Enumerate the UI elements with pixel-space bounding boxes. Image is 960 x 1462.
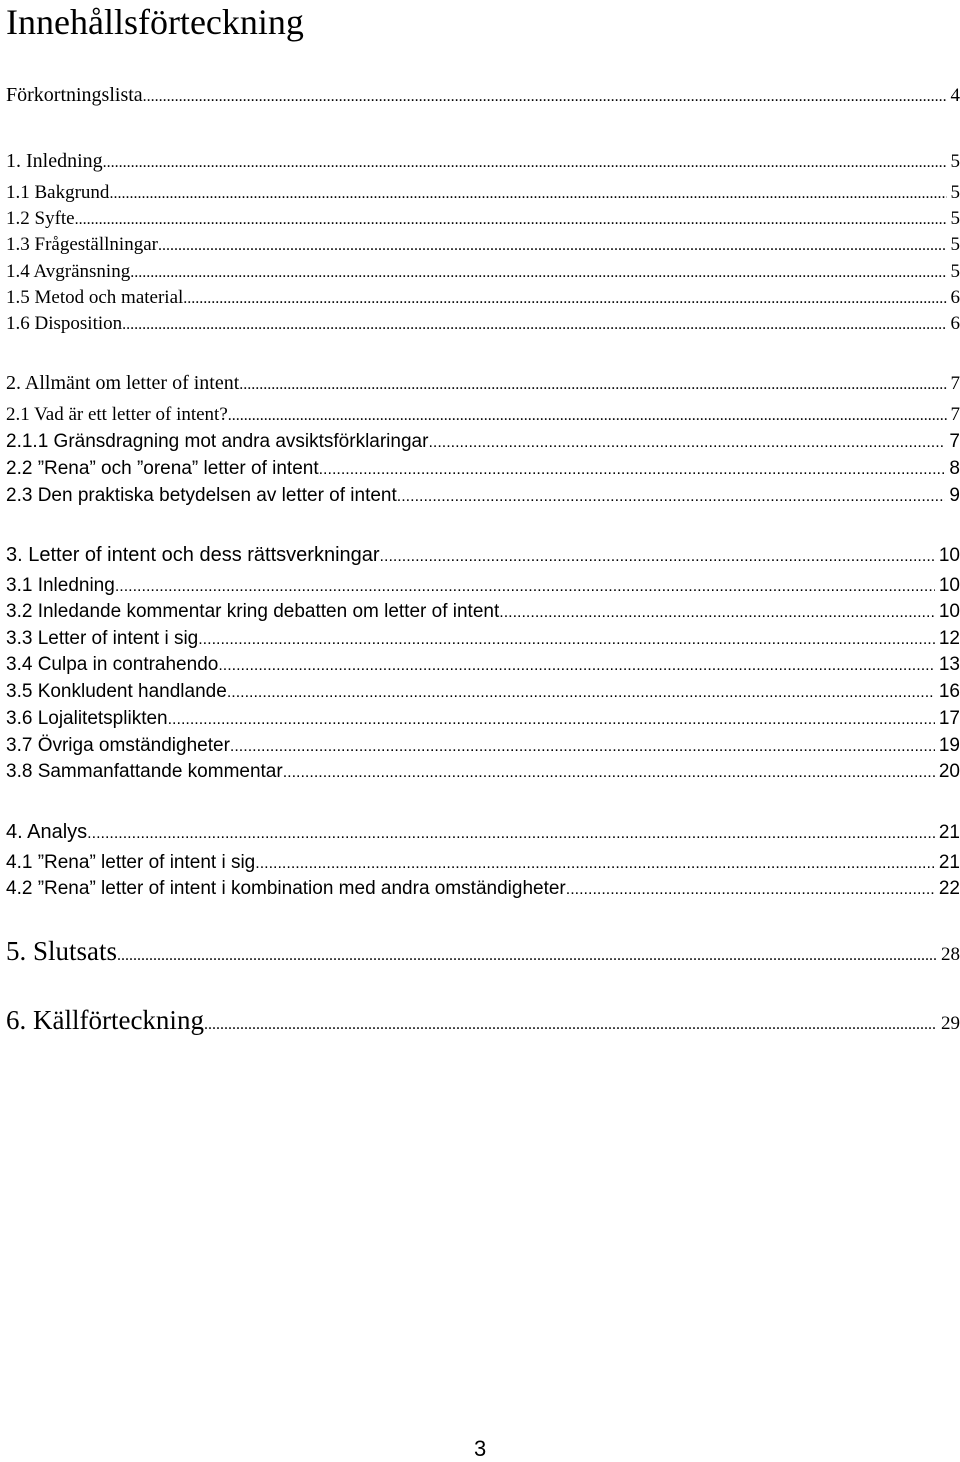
toc-entry-label: 2.3 Den praktiska betydelsen av letter of intent: [6, 485, 397, 506]
toc-entry-3-7[interactable]: [6, 735, 960, 757]
toc-entry-label: 3.6 Lojalitetsplikten: [6, 708, 168, 729]
leader-dots: [115, 578, 935, 596]
toc-entry-2[interactable]: [6, 372, 960, 395]
leader-dots: [319, 461, 946, 479]
toc-entry-3-5[interactable]: [6, 681, 960, 703]
toc-entry-label: 4. Analys: [6, 821, 88, 843]
toc-entry-page: 8: [949, 458, 960, 479]
toc-entry-page: 5: [950, 151, 960, 172]
toc-entry-page: 4: [950, 85, 960, 106]
toc-entry-page: 21: [938, 822, 960, 843]
toc-entry-1[interactable]: [6, 150, 960, 173]
leader-dots: [168, 711, 935, 729]
toc-entry-page: 21: [938, 852, 960, 873]
toc-entry-page: 9: [949, 485, 960, 506]
leader-dots: [198, 631, 935, 649]
toc-entry-label: 5. Slutsats: [6, 936, 118, 966]
toc-entry-label: 2.1.1 Gränsdragning mot andra avsiktsförklaringar: [6, 431, 429, 452]
toc-entry-page: 22: [938, 878, 960, 899]
toc-entry-label: 1.1 Bakgrund: [6, 182, 110, 203]
leader-dots: [380, 548, 935, 566]
toc-entry-label: 1.6 Disposition: [6, 313, 123, 334]
toc-entry-5[interactable]: [6, 936, 960, 967]
toc-entry-label: 4.1 ”Rena” letter of intent i sig: [6, 852, 256, 873]
page-title: Innehållsförteckning: [6, 2, 304, 42]
toc-entry-3-6[interactable]: [6, 708, 960, 730]
leader-dots: [130, 264, 946, 282]
toc-entry-4[interactable]: [6, 821, 960, 844]
toc-entry-page: 7: [950, 404, 960, 425]
toc-entry-page: 17: [938, 708, 960, 729]
toc-entry-page: 12: [938, 628, 960, 649]
toc-entry-label: 3.7 Övriga omständigheter: [6, 735, 230, 756]
toc-entry-3-1[interactable]: [6, 575, 960, 597]
leader-dots: [117, 947, 937, 965]
toc-entry-label: 1.3 Frågeställningar: [6, 234, 158, 255]
leader-dots: [87, 825, 935, 843]
leader-dots: [204, 1016, 937, 1034]
toc-entry-page: 5: [950, 208, 960, 229]
toc-entry-page: 10: [938, 545, 960, 566]
toc-entry-label: 1. Inledning: [6, 150, 103, 172]
toc-entry-1-6[interactable]: [6, 313, 960, 335]
toc-entry-4-1[interactable]: [6, 852, 960, 874]
toc-entry-2-2[interactable]: [6, 458, 960, 480]
toc-entry-page: 6: [950, 287, 960, 308]
toc-entry-page: 5: [950, 182, 960, 203]
leader-dots: [109, 185, 946, 203]
leader-dots: [103, 154, 947, 172]
toc-entry-1-4[interactable]: [6, 261, 960, 283]
toc-entry-label: 2. Allmänt om letter of intent: [6, 372, 240, 394]
leader-dots: [230, 738, 935, 756]
leader-dots: [143, 88, 947, 106]
leader-dots: [499, 604, 935, 622]
toc-entry-abbreviations[interactable]: [6, 84, 960, 107]
toc-entry-label: 3.5 Konkludent handlande: [6, 681, 227, 702]
leader-dots: [227, 684, 935, 702]
leader-dots: [75, 211, 947, 229]
toc-entry-page: 7: [950, 373, 960, 394]
toc-entry-3[interactable]: [6, 544, 960, 567]
toc-entry-page: 20: [938, 761, 960, 782]
toc-entry-page: 16: [938, 681, 960, 702]
toc-entry-label: 2.1 Vad är ett letter of intent?: [6, 404, 228, 425]
toc-entry-2-1[interactable]: [6, 404, 960, 426]
page-number: 3: [474, 1436, 487, 1461]
toc-entry-page: 19: [938, 735, 960, 756]
leader-dots: [228, 407, 947, 425]
toc-entry-3-8[interactable]: [6, 761, 960, 783]
toc-entry-label: 2.2 ”Rena” och ”orena” letter of intent: [6, 458, 319, 479]
toc-entry-label: 3.4 Culpa in contrahendo: [6, 654, 219, 675]
leader-dots: [255, 855, 935, 873]
leader-dots: [239, 376, 946, 394]
toc-entry-page: 28: [941, 944, 960, 965]
toc-entry-label: Förkortningslista: [6, 84, 143, 106]
toc-entry-label: 1.4 Avgränsning: [6, 261, 131, 282]
toc-entry-page: 7: [949, 431, 960, 452]
toc-entry-page: 6: [950, 313, 960, 334]
toc-entry-page: 29: [941, 1013, 960, 1034]
toc-entry-2-1-1[interactable]: [6, 431, 960, 453]
leader-dots: [566, 881, 935, 899]
toc-entry-3-3[interactable]: [6, 628, 960, 650]
toc-entry-label: 4.2 ”Rena” letter of intent i kombination med andra omständigheter: [6, 878, 566, 899]
toc-entry-3-4[interactable]: [6, 654, 960, 676]
toc-entry-label: 1.5 Metod och material: [6, 287, 184, 308]
toc-entry-1-1[interactable]: [6, 182, 960, 204]
toc-entry-label: 3.8 Sammanfattande kommentar: [6, 761, 283, 782]
toc-entry-page: 10: [938, 601, 960, 622]
toc-entry-1-3[interactable]: [6, 234, 960, 256]
toc-entry-page: 10: [938, 575, 960, 596]
leader-dots: [218, 657, 935, 675]
toc-entry-label: 6. Källförteckning: [6, 1005, 204, 1035]
toc-entry-2-3[interactable]: [6, 485, 960, 507]
toc-entry-6[interactable]: [6, 1005, 960, 1036]
toc-entry-page: 5: [950, 234, 960, 255]
leader-dots: [283, 764, 935, 782]
toc-entry-label: 3.1 Inledning: [6, 575, 115, 596]
toc-entry-1-5[interactable]: [6, 287, 960, 309]
toc-entry-3-2[interactable]: [6, 601, 960, 623]
toc-entry-page: 5: [950, 261, 960, 282]
toc-entry-page: 13: [938, 654, 960, 675]
toc-entry-label: 1.2 Syfte: [6, 208, 75, 229]
leader-dots: [397, 488, 946, 506]
toc-entry-label: 3.3 Letter of intent i sig: [6, 628, 199, 649]
leader-dots: [122, 316, 946, 334]
toc-entry-4-2[interactable]: [6, 878, 960, 900]
toc-entry-1-2[interactable]: [6, 208, 960, 230]
toc-entry-label: 3.2 Inledande kommentar kring debatten om letter of intent: [6, 601, 500, 622]
leader-dots: [428, 434, 945, 452]
leader-dots: [183, 290, 946, 308]
leader-dots: [158, 237, 947, 255]
toc-entry-label: 3. Letter of intent och dess rättsverkningar: [6, 544, 380, 566]
